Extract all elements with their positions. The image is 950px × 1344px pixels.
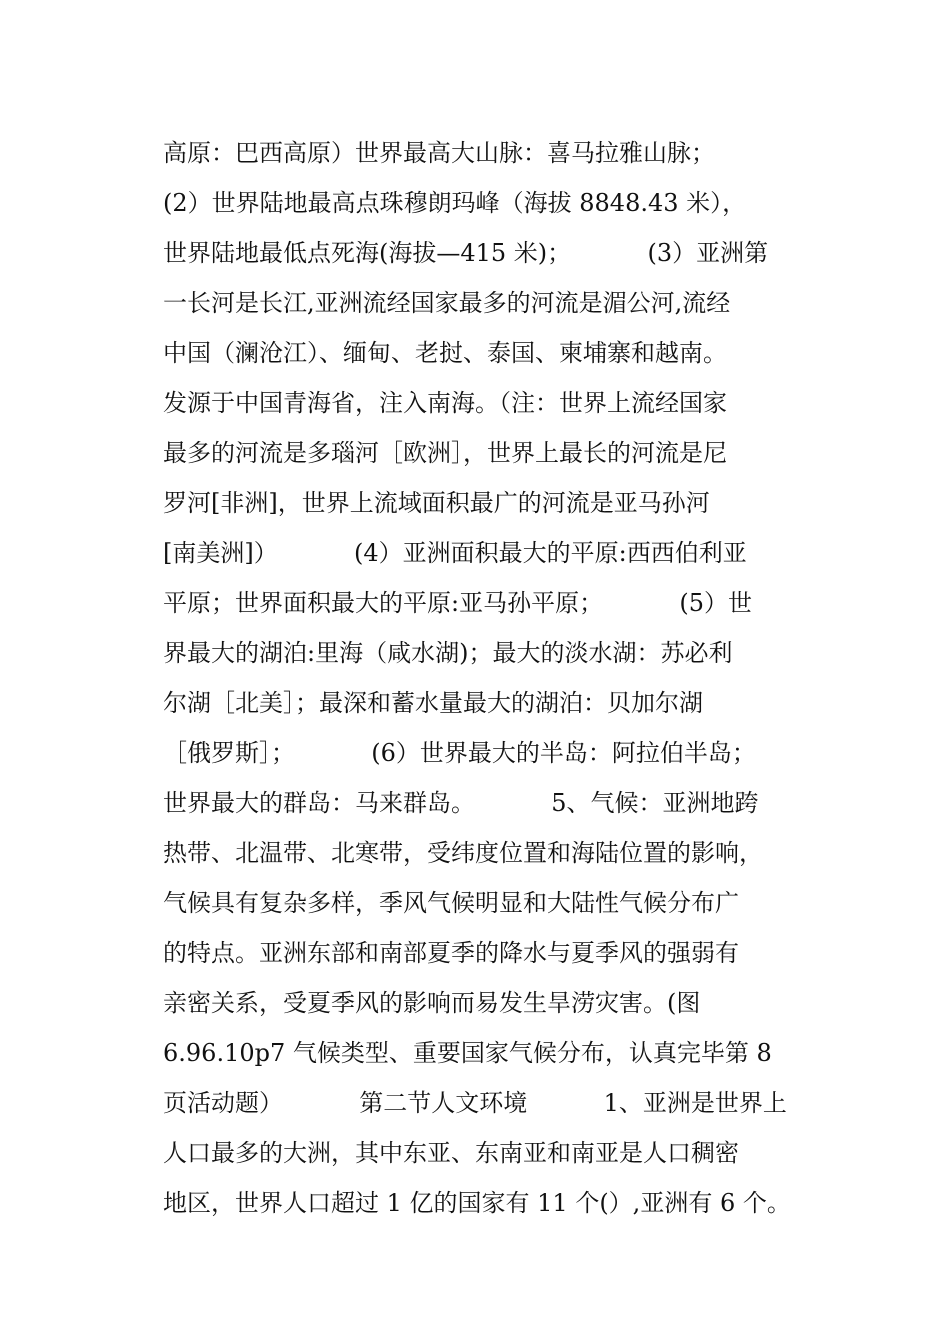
text-line: [南美洲]） (4）亚洲面积最大的平原:西西伯利亚	[163, 539, 747, 567]
text-line: 的特点。亚洲东部和南部夏季的降水与夏季风的强弱有	[163, 939, 739, 967]
text-line: (2）世界陆地最高点珠穆朗玛峰（海拔 8848.43 米），	[163, 189, 747, 217]
text-line: 平原；世界面积最大的平原:亚马孙平原； (5）世	[163, 589, 753, 617]
text-line: 气候具有复杂多样，季风气候明显和大陆性气候分布广	[163, 889, 739, 917]
text-line: 地区，世界人口超过 1 亿的国家有 11 个(）,亚洲有 6 个。	[163, 1189, 791, 1217]
text-line: 世界最大的群岛：马来群岛。 5、气候：亚洲地跨	[163, 789, 759, 817]
text-line: 人口最多的大洲，其中东亚、东南亚和南亚是人口稠密	[163, 1139, 739, 1167]
text-line: 亲密关系，受夏季风的影响而易发生旱涝灾害。(图	[163, 989, 701, 1017]
text-line: 中国（澜沧江）、缅甸、老挝、泰国、柬埔寨和越南。	[163, 339, 727, 367]
text-line: 6.96.10p7 气候类型、重要国家气候分布，认真完毕第 8	[163, 1039, 772, 1067]
text-line: 尔湖［北美］；最深和蓄水量最大的湖泊：贝加尔湖	[163, 689, 703, 717]
text-line: 发源于中国青海省，注入南海。（注：世界上流经国家	[163, 389, 727, 417]
text-line: 一长河是长江,亚洲流经国家最多的河流是湄公河,流经	[163, 289, 731, 317]
text-line: 热带、北温带、北寒带，受纬度位置和海陆位置的影响，	[163, 839, 763, 867]
text-line: 罗河[非洲]，世界上流域面积最广的河流是亚马孙河	[163, 489, 710, 517]
text-line: 最多的河流是多瑙河［欧洲］，世界上最长的河流是尼	[163, 439, 727, 467]
text-line: 页活动题） 第二节人文环境 1、亚洲是世界上	[163, 1089, 787, 1117]
text-line: 世界陆地最低点死海(海拔—415 米)； (3）亚洲第	[163, 239, 769, 267]
text-line: ［俄罗斯］； (6）世界最大的半岛：阿拉伯半岛；	[163, 739, 756, 767]
body-text	[163, 128, 823, 1228]
text-line: 界最大的湖泊:里海（咸水湖)；最大的淡水湖：苏必利	[163, 639, 733, 667]
text-line: 高原：巴西高原）世界最高大山脉：喜马拉雅山脉；	[163, 139, 715, 167]
